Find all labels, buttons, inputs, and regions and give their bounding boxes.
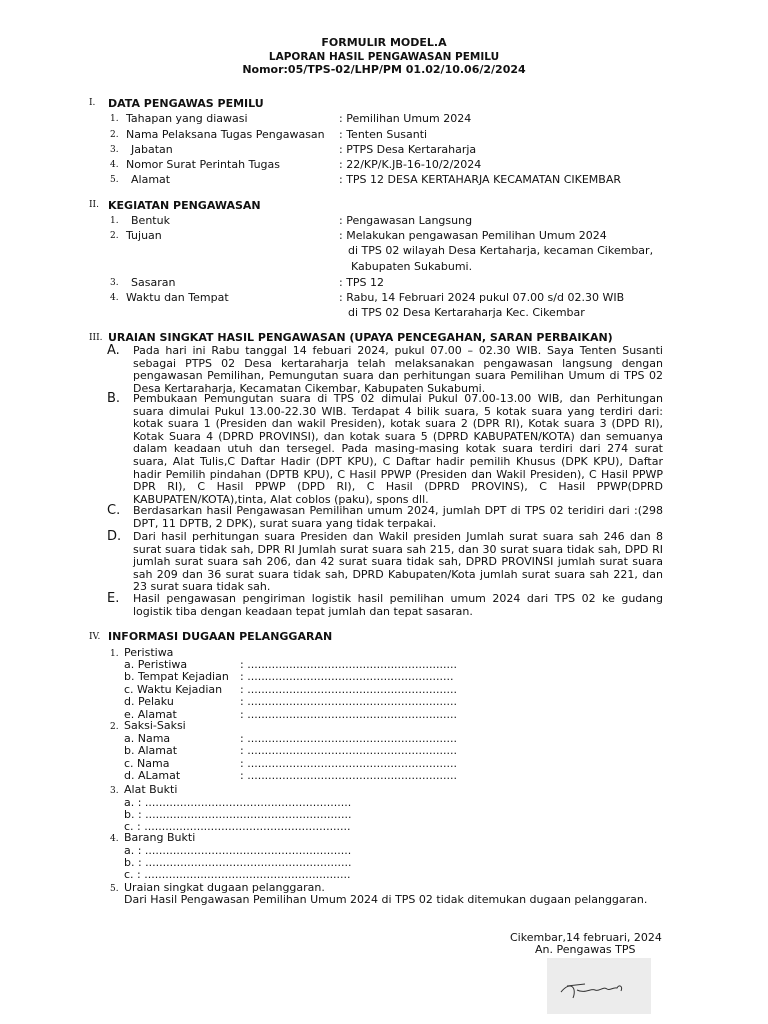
tujuan-continued-line: di TPS 02 wilayah Desa Kertaharja, kecaman Cikembar, xyxy=(348,244,654,257)
peristiwa-item-value: : ............................................................ xyxy=(240,658,457,671)
report-subtitle: LAPORAN HASIL PENGAWASAN PEMILU xyxy=(268,51,500,63)
row-value-waktu-tempat: : Rabu, 14 Februari 2024 pukul 07.00 s/d 02.30 WIB xyxy=(339,291,625,304)
peristiwa-item-label: d. Pelaku xyxy=(124,695,174,708)
peristiwa-title: Peristiwa xyxy=(124,646,174,659)
item-d-letter: D. xyxy=(107,529,122,544)
peristiwa-number: 1. xyxy=(110,649,119,659)
row-label-tahapan: Tahapan yang diawasi xyxy=(126,112,248,125)
item-a-text: Pada hari ini Rabu tanggal 14 febuari 2024, pukul 07.00 – 02.30 WIB. Saya Tenten Susanti sebagai PTPS 02 Desa kertaraharja telah melaksanakan pengawasan langsung dengan pengawasan Pemilihan, Pemungutan suara dan perhitungan suara Pemilihan Umum di TPS 02 Desa Kertaraharja, Kecamatan Cikembar, Kabupaten Sukabumi. xyxy=(133,344,663,395)
waktu-continued-line: di TPS 02 Desa Kertaraharja Kec. Cikembar xyxy=(348,306,585,319)
row-label-bentuk: Bentuk xyxy=(131,214,170,227)
alat-bukti-item: c. : ........................................................... xyxy=(124,820,351,833)
row-value-nama: : Tenten Susanti xyxy=(339,128,428,141)
row-value-tujuan: : Melakukan pengawasan Pemilihan Umum 2024 xyxy=(339,229,607,242)
saksi-item-value: : ............................................................ xyxy=(240,769,457,782)
row-label-sasaran: Sasaran xyxy=(131,276,176,289)
row-value-sasaran: : TPS 12 xyxy=(339,276,385,289)
row-label-alamat: Alamat xyxy=(131,173,171,186)
item-b-letter: B. xyxy=(107,391,121,406)
saksi-item-value: : ............................................................ xyxy=(240,757,457,770)
uraian-title: Uraian singkat dugaan pelanggaran. xyxy=(124,881,325,894)
row-value-bentuk: : Pengawasan Langsung xyxy=(339,214,473,227)
barang-bukti-item: a. : ........................................................... xyxy=(124,844,352,857)
row-value-jabatan: : PTPS Desa Kertaraharja xyxy=(339,143,477,156)
saksi-item-value: : ............................................................ xyxy=(240,732,457,745)
section1-title: DATA PENGAWAS PEMILU xyxy=(108,97,264,110)
uraian-number: 5. xyxy=(110,884,119,894)
item-b-text: Pembukaan Pemungutan suara di TPS 02 dimulai Pukul 07.00-13.00 WIB, dan Perhitungan suara dimulai Pukul 13.00-22.30 WIB. Terdapat 4 bilik suara, 5 kotak suara yang terdiri dari: kotak suara 1 (Presiden dan wakil Presiden), kotak suara 2 (DPR RI), Kotak suara 3 (DPD RI), Kotak Suara 4 (DPRD PROVINSI), dan kotak suara 5 (DPRD KABUPATEN/KOTA) dan semuanya dalam keadaan utuh dan tersegel. Pada masing-masing kotak suara terdiri dari 274 surat suara, Alat Tulis,C Daftar Hadir (DPT KPU), C Daftar hadir pemilih Khusus (DPK KPU), Daftar hadir Pemilih pindahan (DPTB KPU), C Hasil PPWP (Presiden dan Wakil Presiden), C Hasil PPWP DPR RI), C Hasil PPWP (DPD RI), C Hasil (DPRD PROVINS), C Hasil PPWP(DPRD KABUPATEN/KOTA),tinta, Alat coblos (paku), spons dll. xyxy=(133,392,663,506)
saksi-item-label: b. Alamat xyxy=(124,744,178,757)
alat-bukti-item: a. : ........................................................... xyxy=(124,796,352,809)
alat-bukti-title: Alat Bukti xyxy=(124,783,178,796)
item-c-text: Berdasarkan hasil Pengawasan Pemilihan umum 2024, jumlah DPT di TPS 02 teridiri dari :(298 DPT, 11 DPTB, 2 DPK), surat suara yang tidak terpakai. xyxy=(133,504,663,530)
barang-bukti-item: c. : ........................................................... xyxy=(124,868,351,881)
section2-title: KEGIATAN PENGAWASAN xyxy=(108,199,261,212)
row-number: 4. xyxy=(110,293,119,303)
item-e-letter: E. xyxy=(107,591,120,606)
peristiwa-item-value: : ........................................................... xyxy=(240,670,454,683)
saksi-item-value: : ............................................................ xyxy=(240,744,457,757)
row-label-waktu-tempat: Waktu dan Tempat xyxy=(126,291,229,304)
row-number: 2. xyxy=(110,130,119,140)
row-value-nomor-surat: : 22/KP/K.JB-16-10/2/2024 xyxy=(339,158,482,171)
signer-role: An. Pengawas TPS xyxy=(535,943,636,956)
section4-title: INFORMASI DUGAAN PELANGGARAN xyxy=(108,630,333,643)
saksi-title: Saksi-Saksi xyxy=(124,719,186,732)
barang-bukti-number: 4. xyxy=(110,834,119,844)
alat-bukti-item: b. : ........................................................... xyxy=(124,808,352,821)
peristiwa-item-label: a. Peristiwa xyxy=(124,658,188,671)
row-number: 1. xyxy=(110,216,119,226)
peristiwa-item-label: e. Alamat xyxy=(124,708,177,721)
signature-scribble xyxy=(547,958,651,1014)
saksi-item-label: d. ALamat xyxy=(124,769,181,782)
barang-bukti-item: b. : ........................................................... xyxy=(124,856,352,869)
row-value-alamat: : TPS 12 DESA KERTAHARJA KECAMATAN CIKEMBAR xyxy=(339,173,622,186)
peristiwa-item-label: c. Waktu Kejadian xyxy=(124,683,223,696)
peristiwa-item-value: : ............................................................ xyxy=(240,683,457,696)
item-a-letter: A. xyxy=(107,343,120,358)
place-date: Cikembar,14 februari, 2024 xyxy=(510,931,662,944)
row-number: 3. xyxy=(110,145,119,155)
row-number: 1. xyxy=(110,114,119,124)
row-label-jabatan: Jabatan xyxy=(131,143,173,156)
form-title: FORMULIR MODEL.A xyxy=(321,36,447,49)
saksi-number: 2. xyxy=(110,722,119,732)
saksi-item-label: c. Nama xyxy=(124,757,170,770)
alat-bukti-number: 3. xyxy=(110,786,119,796)
peristiwa-item-value: : ............................................................ xyxy=(240,708,457,721)
row-number: 2. xyxy=(110,231,119,241)
section3-title: URAIAN SINGKAT HASIL PENGAWASAN (UPAYA PENCEGAHAN, SARAN PERBAIKAN) xyxy=(108,331,613,344)
row-number: 3. xyxy=(110,278,119,288)
row-value-tahapan: : Pemilihan Umum 2024 xyxy=(339,112,472,125)
section1-number: I. xyxy=(89,98,96,108)
item-e-text: Hasil pengawasan pengiriman logistik hasil pemilihan umum 2024 dari TPS 02 ke gudang logistik tiba dengan keadaan tepat jumlah dan tepat sasaran. xyxy=(133,592,663,618)
report-number: Nomor:05/TPS-02/LHP/PM 01.02/10.06/2/2024 xyxy=(242,63,526,76)
tujuan-continued-line: Kabupaten Sukabumi. xyxy=(351,260,473,273)
item-d-text: Dari hasil perhitungan suara Presiden dan Wakil presiden Jumlah surat suara sah 246 dan 8 surat suara tidak sah, DPR RI Jumlah surat suara sah 215, dan 30 surat suara tidak sah, DPD RI jumlah surat suara sah 206, dan 42 surat suara tidak sah, DPRD PROVINSI jumlah surat suara sah 209 dan 36 surat suara tidak sah, DPRD Kabupaten/Kota jumlah surat suara sah 221, dan 23 surat suara tidak sah. xyxy=(133,530,663,594)
peristiwa-item-label: b. Tempat Kejadian xyxy=(124,670,229,683)
barang-bukti-title: Barang Bukti xyxy=(124,831,196,844)
row-label-nomor-surat: Nomor Surat Perintah Tugas xyxy=(126,158,281,171)
section2-number: II. xyxy=(89,200,99,210)
section4-number: IV. xyxy=(89,632,101,642)
signature-image xyxy=(547,958,651,1014)
row-number: 4. xyxy=(110,160,119,170)
row-number: 5. xyxy=(110,175,119,185)
saksi-item-label: a. Nama xyxy=(124,732,171,745)
peristiwa-item-value: : ............................................................ xyxy=(240,695,457,708)
item-c-letter: C. xyxy=(107,503,121,518)
row-label-nama: Nama Pelaksana Tugas Pengawasan xyxy=(126,128,325,141)
uraian-text: Dari Hasil Pengawasan Pemilihan Umum 2024 di TPS 02 tidak ditemukan dugaan pelanggaran. xyxy=(124,893,648,906)
row-label-tujuan: Tujuan xyxy=(126,229,162,242)
section3-number: III. xyxy=(89,333,103,343)
